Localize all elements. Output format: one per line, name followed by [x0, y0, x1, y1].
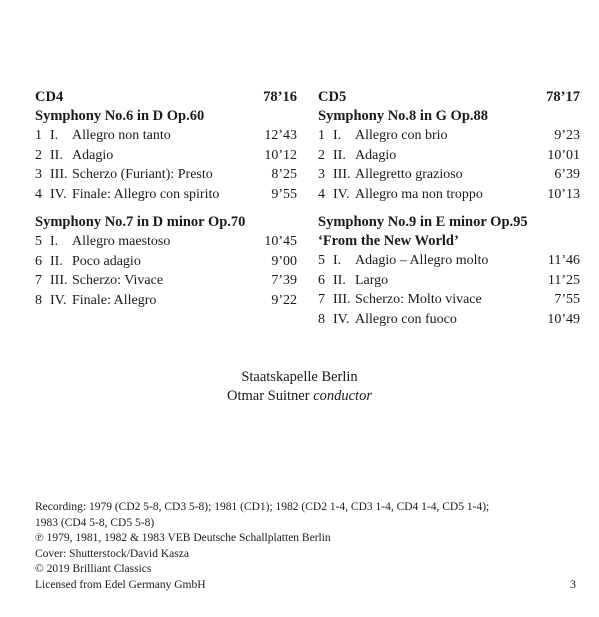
movement-number: I.: [50, 128, 59, 143]
track-number: 6: [318, 272, 325, 288]
orchestra-name: Staatskapelle Berlin: [241, 369, 358, 385]
track-title: Allegro con brio: [355, 128, 448, 143]
credit-line: Recording: 1979 (CD2 5-8, CD3 5-8); 1981 (CD1); 1982 (CD2 1-4, CD3 1-4, CD4 1-4, CD5 1-4);: [35, 501, 490, 513]
track-number: 3: [35, 167, 42, 182]
cd4-column: [35, 88, 297, 319]
track-time: 9’22: [271, 292, 297, 308]
track-number: 2: [318, 147, 325, 163]
work-subtitle: ‘From the New World’: [318, 233, 459, 249]
track-title: Allegro con fuoco: [355, 311, 457, 327]
track-number: 4: [35, 186, 42, 202]
track-number: 2: [35, 147, 42, 163]
movement-number: IV.: [50, 292, 67, 308]
movement-number: IV.: [50, 186, 67, 202]
movement-number: II.: [50, 147, 63, 163]
movement-number: I.: [333, 128, 342, 143]
track-number: 1: [35, 128, 42, 143]
track-time: 9’55: [271, 186, 297, 202]
track-time: 9’00: [271, 253, 297, 269]
conductor-role: conductor: [313, 388, 372, 404]
track-title: Allegro non tanto: [72, 128, 171, 143]
work-symphony-9: [318, 213, 580, 329]
work-title: Symphony No.8 in G Op.88: [318, 108, 489, 124]
movement-number: I.: [333, 253, 342, 268]
conductor-name: Otmar Suitner: [227, 388, 310, 404]
cd4-total-time: 78’16: [263, 89, 297, 105]
cd5-total-time: 78’17: [546, 89, 580, 105]
movement-number: II.: [50, 253, 63, 269]
track-title: Adagio: [72, 147, 114, 163]
track-row: [318, 165, 580, 185]
track-row: [35, 271, 297, 291]
movement-number: III.: [50, 273, 68, 288]
credit-line: ℗ 1979, 1981, 1982 & 1983 VEB Deutsche Schallplatten Berlin: [35, 532, 331, 544]
track-number: 5: [35, 234, 42, 249]
cd5-column: [318, 88, 580, 338]
movement-number: I.: [50, 234, 59, 249]
track-time: 11’25: [547, 272, 580, 288]
track-title: Poco adagio: [72, 253, 141, 269]
track-time: 11’46: [547, 253, 580, 268]
track-time: 7’39: [271, 273, 297, 288]
movement-number: III.: [50, 167, 68, 182]
track-title: Finale: Allegro: [72, 292, 157, 308]
movement-number: III.: [333, 292, 351, 307]
performers-block: [0, 368, 599, 406]
track-time: 6’39: [554, 167, 580, 182]
track-title: Largo: [355, 272, 389, 288]
track-row: [35, 252, 297, 272]
track-title: Allegretto grazioso: [355, 167, 463, 182]
track-number: 3: [318, 167, 325, 182]
track-time: 7’55: [554, 292, 580, 307]
movement-number: II.: [333, 272, 346, 288]
page-number: 3: [570, 577, 576, 591]
track-title: Adagio – Allegro molto: [355, 253, 489, 268]
work-title: Symphony No.6 in D Op.60: [35, 108, 205, 124]
track-number: 7: [35, 273, 42, 288]
track-row: [318, 251, 580, 271]
cd4-label: CD4: [35, 89, 64, 105]
track-time: 10’49: [547, 311, 580, 327]
work-symphony-7: [35, 213, 297, 310]
track-row: [35, 126, 297, 146]
track-row: [35, 291, 297, 311]
cd4-header: [35, 88, 297, 107]
track-time: 8’25: [271, 167, 297, 182]
work-title: Symphony No.9 in E minor Op.95: [318, 214, 528, 230]
track-time: 10’13: [547, 186, 580, 202]
movement-number: IV.: [333, 186, 350, 202]
cd5-label: CD5: [318, 89, 347, 105]
conductor-line: [0, 387, 599, 406]
track-row: [318, 310, 580, 330]
track-number: 6: [35, 253, 42, 269]
track-time: 9’23: [554, 128, 580, 143]
work-symphony-8: [318, 107, 580, 204]
track-time: 10’12: [264, 147, 297, 163]
track-row: [35, 185, 297, 205]
track-title: Finale: Allegro con spirito: [72, 186, 220, 202]
credit-line: © 2019 Brilliant Classics: [35, 563, 152, 575]
track-time: 10’45: [264, 234, 297, 249]
track-title: Adagio: [355, 147, 397, 163]
track-number: 1: [318, 128, 325, 143]
track-title: Allegro maestoso: [72, 234, 171, 249]
movement-number: III.: [333, 167, 351, 182]
cd5-header: [318, 88, 580, 107]
track-row: [35, 165, 297, 185]
track-row: [318, 271, 580, 291]
track-row: [35, 232, 297, 252]
track-number: 5: [318, 253, 325, 268]
movement-number: IV.: [333, 311, 350, 327]
track-number: 4: [318, 186, 325, 202]
track-number: 7: [318, 292, 325, 307]
track-row: [318, 290, 580, 310]
track-number: 8: [35, 292, 42, 308]
work-symphony-6: [35, 107, 297, 204]
track-time: 10’01: [547, 147, 580, 163]
track-row: [318, 146, 580, 166]
track-title: Scherzo: Molto vivace: [355, 292, 482, 307]
track-title: Scherzo (Furiant): Presto: [72, 167, 213, 182]
track-row: [318, 126, 580, 146]
track-title: Scherzo: Vivace: [72, 273, 164, 288]
credit-line: 1983 (CD4 5-8, CD5 5-8): [35, 516, 155, 529]
track-row: [35, 146, 297, 166]
track-number: 8: [318, 311, 325, 327]
movement-number: II.: [333, 147, 346, 163]
credit-line: Cover: Shutterstock/David Kasza: [35, 547, 189, 560]
credits-block: [35, 500, 565, 593]
track-time: 12’43: [264, 128, 297, 143]
track-title: Allegro ma non troppo: [355, 186, 483, 202]
work-title: Symphony No.7 in D minor Op.70: [35, 214, 246, 230]
track-row: [318, 185, 580, 205]
credit-line: Licensed from Edel Germany GmbH: [35, 578, 206, 591]
